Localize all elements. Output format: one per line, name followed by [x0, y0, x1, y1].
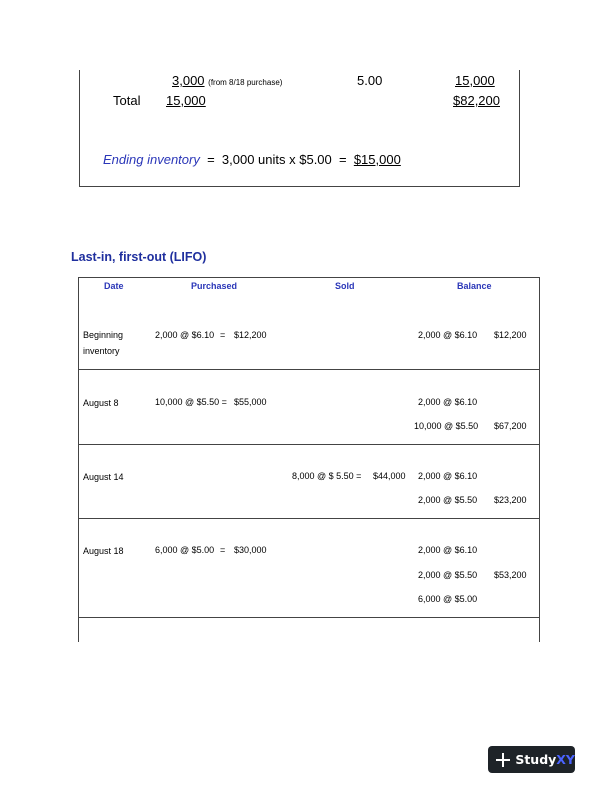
plus-icon: [496, 753, 507, 767]
ending-eq-1: =: [207, 152, 215, 167]
ending-inventory-label: Ending inventory: [103, 152, 200, 167]
row-balance-layer: 6,000 @ $5.00: [418, 594, 478, 604]
ending-calculation: 3,000 units x $5.00: [221, 152, 332, 167]
row-balance-layer: 2,000 @ $6.10: [418, 397, 478, 407]
row-balance-layer: 2,000 @ $6.10: [418, 545, 478, 555]
last-layer-note: (from 8/18 purchase): [208, 78, 283, 87]
last-layer-row: [172, 73, 282, 88]
brand-logo-text: StudyXY: [515, 752, 575, 767]
row-purchased-eq: =: [220, 330, 226, 340]
row-date: August 8: [83, 398, 119, 408]
row-balance-amount: $53,200: [494, 570, 527, 580]
ending-inventory-value: $15,000: [353, 152, 401, 167]
total-amount: $82,200: [453, 93, 500, 108]
column-header-purchased: Purchased: [191, 281, 238, 291]
column-header-date: Date: [104, 281, 124, 291]
ending-eq-2: =: [339, 152, 347, 167]
row-purchased-amount: $30,000: [234, 545, 267, 555]
column-header-sold: Sold: [335, 281, 355, 291]
studyxy-badge[interactable]: [488, 746, 575, 773]
row-balance-amount: $23,200: [494, 495, 527, 505]
row-purchased: 10,000 @ $5.50 =: [155, 397, 227, 407]
row-date: August 14: [83, 472, 124, 482]
last-layer-amount: 15,000: [455, 73, 495, 88]
total-label: Total: [113, 93, 141, 108]
row-balance-layer: 10,000 @ $5.50: [414, 421, 479, 431]
column-header-balance: Balance: [457, 281, 492, 291]
last-layer-price: 5.00: [357, 73, 383, 88]
row-balance-amount: $67,200: [494, 421, 527, 431]
last-layer-qty: 3,000: [172, 73, 205, 88]
row-balance-amount: $12,200: [494, 330, 527, 340]
ending-inventory-line: [103, 152, 401, 167]
row-purchased-amount: $12,200: [234, 330, 267, 340]
row-balance-layer: 2,000 @ $5.50: [418, 495, 478, 505]
row-date: August 18: [83, 546, 124, 556]
row-purchased-amount: $55,000: [234, 397, 267, 407]
row-sold: 8,000 @ $ 5.50 =: [292, 471, 362, 481]
total-qty: 15,000: [166, 93, 206, 108]
row-purchased-eq: =: [220, 545, 226, 555]
row-purchased: 2,000 @ $6.10: [155, 330, 215, 340]
row-balance-layer: 2,000 @ $6.10: [418, 471, 478, 481]
row-purchased: 6,000 @ $5.00: [155, 545, 215, 555]
lifo-heading: Last-in, first-out (LIFO): [71, 250, 207, 264]
row-sold-amount: $44,000: [373, 471, 406, 481]
row-balance-layer: 2,000 @ $6.10: [418, 330, 478, 340]
row-balance-layer: 2,000 @ $5.50: [418, 570, 478, 580]
row-date-line2: inventory: [83, 346, 120, 356]
row-date: Beginning: [83, 330, 124, 340]
